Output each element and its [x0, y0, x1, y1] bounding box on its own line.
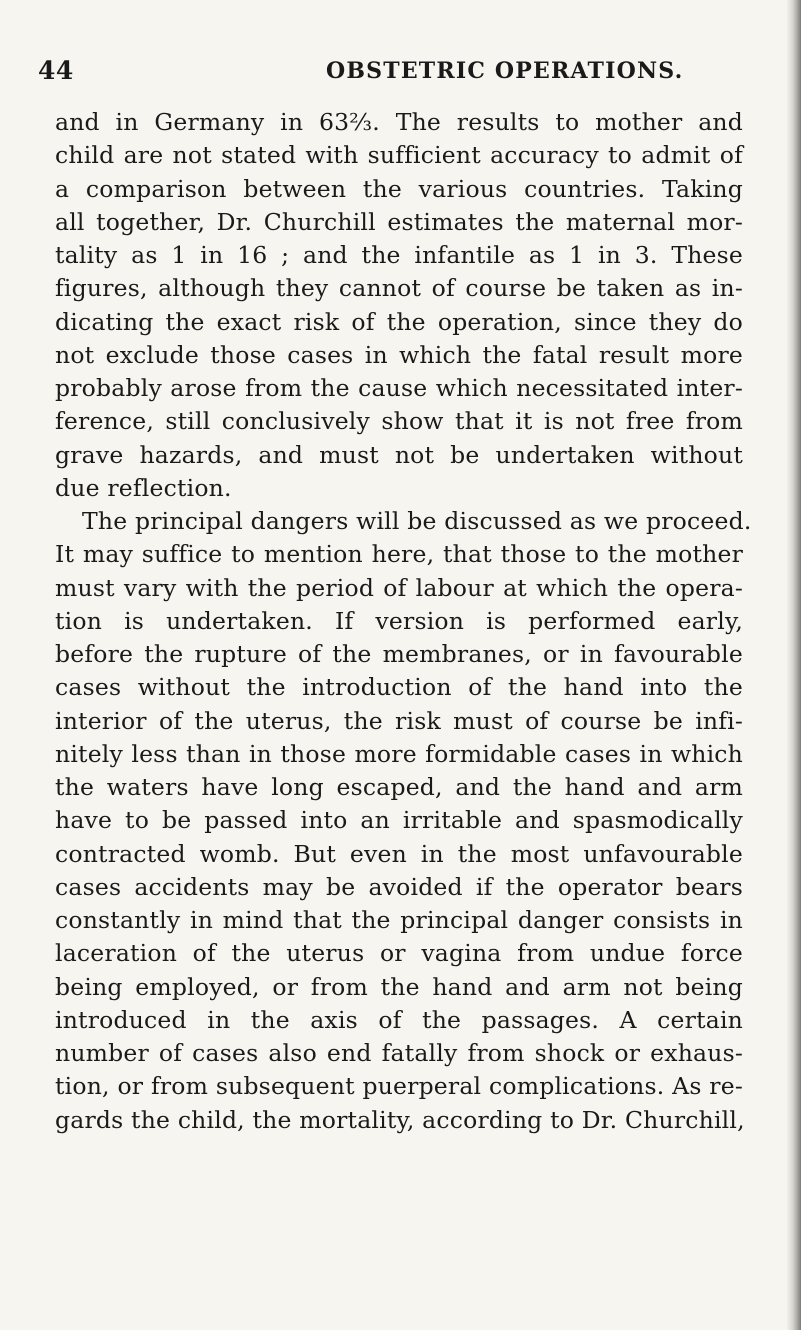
text-line: It may suffice to mention here, that those to the mother [55, 540, 743, 569]
text-line: not exclude those cases in which the fatal result more [55, 340, 743, 369]
page-number: 44 [38, 56, 74, 85]
text-line: number of cases also end fatally from shock or exhaus- [55, 1039, 743, 1067]
text-line: a comparison between the various countries. Taking [55, 174, 743, 203]
text-line: grave hazards, and must not be undertaken without [55, 440, 743, 469]
text-line: due reflection. [55, 473, 232, 502]
text-line: and in Germany in 63⅔. The results to mother and [55, 108, 743, 136]
text-line: interior of the uterus, the risk must of course be infi- [55, 706, 743, 735]
body-text [55, 106, 752, 1137]
text-line: must vary with the period of labour at which the opera- [55, 573, 743, 602]
text-line: the waters have long escaped, and the hand and arm [55, 773, 743, 801]
text-line: cases without the introduction of the hand into the [55, 673, 743, 702]
text-line: have to be passed into an irritable and spasmodically [55, 806, 743, 835]
text-line: tality as 1 in 16 ; and the infantile as 1 in 3. These [55, 241, 743, 269]
text-line: probably arose from the cause which necessitated inter- [55, 374, 743, 402]
page-edge-shadow [787, 0, 801, 1330]
text-line: laceration of the uterus or vagina from undue force [55, 939, 743, 968]
text-line: child are not stated with sufficient accuracy to admit of [55, 141, 743, 170]
text-line: all together, Dr. Churchill estimates the maternal mor- [55, 207, 743, 236]
text-line: before the rupture of the membranes, or in favourable [55, 640, 743, 668]
running-head: OBSTETRIC OPERATIONS. [326, 58, 684, 84]
text-line: tion is undertaken. If version is performed early, [55, 606, 743, 635]
text-line: constantly in mind that the principal danger consists in [55, 906, 743, 934]
text-line: dicating the exact risk of the operation, since they do [55, 307, 743, 336]
text-line: being employed, or from the hand and arm not being [55, 972, 743, 1001]
text-line: gards the child, the mortality, according to Dr. Churchill, [55, 1105, 745, 1134]
paragraph-start-line: The principal dangers will be discussed as we proceed. [82, 507, 752, 535]
text-line: ference, still conclusively show that it is not free from [55, 407, 743, 436]
page-header [38, 56, 738, 90]
text-line: cases accidents may be avoided if the operator bears [55, 872, 743, 901]
text-line: introduced in the axis of the passages. A certain [55, 1005, 743, 1034]
text-line: figures, although they cannot of course be taken as in- [55, 274, 743, 303]
text-line: nitely less than in those more formidable cases in which [55, 739, 743, 768]
text-line: tion, or from subsequent puerperal complications. As re- [55, 1072, 743, 1101]
text-line: contracted womb. But even in the most unfavourable [55, 839, 743, 868]
